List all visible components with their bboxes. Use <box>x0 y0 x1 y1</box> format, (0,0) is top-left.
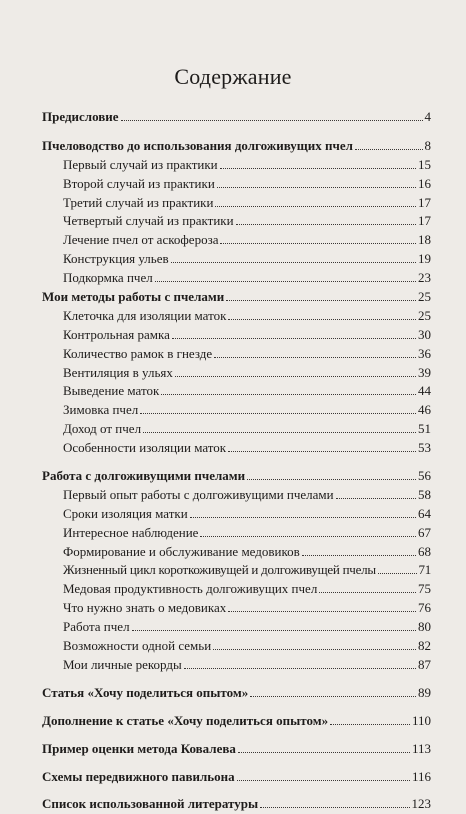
toc-entry-page: 51 <box>418 421 431 437</box>
toc-entry-page: 123 <box>411 796 431 812</box>
toc-entry-page: 4 <box>424 109 431 124</box>
toc-entry-label: Что нужно знать о медовиках <box>63 600 227 616</box>
toc-entry-page: 110 <box>411 712 431 728</box>
toc-entry-label: Пример оценки метода Ковалева <box>42 740 236 756</box>
toc-entry[interactable] <box>42 194 431 213</box>
toc-entry[interactable] <box>42 505 431 524</box>
dot-leader <box>215 206 416 207</box>
toc-entry-label: Вентиляция в ульях <box>63 364 173 380</box>
dot-leader <box>140 413 416 414</box>
toc-entry-label: Первый опыт работы с долгоживущими пчелами <box>63 486 334 502</box>
dot-leader <box>220 243 416 244</box>
toc-entry-label: Мои методы работы с пчелами <box>42 289 225 305</box>
toc-section-pavilion-schemes[interactable] <box>42 768 431 787</box>
dot-leader <box>175 376 416 377</box>
dot-leader <box>214 357 416 358</box>
toc-entry-page: 23 <box>418 270 431 286</box>
toc-entry-page: 82 <box>418 638 431 654</box>
toc-entry-label: Дополнение к статье «Хочу поделиться опытом» <box>42 712 329 728</box>
dot-leader <box>355 149 423 150</box>
toc-entry[interactable] <box>42 420 431 439</box>
toc-entry-page: 75 <box>418 581 431 597</box>
toc-entry-label: Жизненный цикл короткоживущей и долгоживущей пчелы <box>63 562 376 578</box>
toc-section-bibliography[interactable] <box>42 795 431 814</box>
dot-leader <box>237 780 410 781</box>
dot-leader <box>378 573 417 574</box>
toc-entry[interactable] <box>42 618 431 637</box>
toc-entry-label: Зимовка пчел <box>63 402 139 418</box>
toc-entry-label: Контрольная рамка <box>63 326 170 342</box>
toc-entry-label: Конструкция ульев <box>63 251 169 267</box>
toc-entry-label: Медовая продуктивность долгоживущих пчел <box>63 581 318 597</box>
page-title: Содержание <box>174 64 292 89</box>
dot-leader <box>228 611 416 612</box>
toc-entry-page: 18 <box>418 232 431 248</box>
toc-entry-label: Возможности одной семьи <box>63 638 212 654</box>
toc-entry-page: 39 <box>418 364 431 380</box>
toc-entry[interactable] <box>42 250 431 269</box>
toc-entry-page: 58 <box>418 486 431 502</box>
dot-leader <box>121 120 423 121</box>
dot-leader <box>319 592 416 593</box>
toc-entry-page: 36 <box>418 345 431 361</box>
toc-entry[interactable] <box>42 561 431 580</box>
dot-leader <box>190 517 416 518</box>
toc-entry-label: Пчеловодство до использования долгоживущих пчел <box>42 137 353 153</box>
toc-entry-label: Количество рамок в гнезде <box>63 345 213 361</box>
toc-entry-label: Схемы передвижного павильона <box>42 768 235 784</box>
dot-leader <box>260 807 409 808</box>
toc-section-before-longliving[interactable] <box>42 137 431 156</box>
toc-entry-label: Выведение маток <box>63 383 160 399</box>
toc-entry-page: 17 <box>418 194 431 210</box>
toc-entry-page: 46 <box>418 402 431 418</box>
toc-entry[interactable] <box>42 382 431 401</box>
dot-leader <box>172 338 416 339</box>
toc-entry-label: Подкормка пчел <box>63 270 153 286</box>
toc-entry-label: Формирование и обслуживание медовиков <box>63 543 300 559</box>
toc-entry[interactable] <box>42 156 431 175</box>
toc-entry[interactable] <box>42 212 431 231</box>
toc-section-my-methods[interactable] <box>42 288 431 307</box>
toc-entry-page: 68 <box>418 543 431 559</box>
toc-entry[interactable] <box>42 486 431 505</box>
toc-entry-page: 87 <box>418 656 431 672</box>
table-of-contents <box>42 108 431 814</box>
dot-leader <box>143 432 416 433</box>
toc-entry-page: 56 <box>418 468 431 484</box>
toc-entry-label: Интересное наблюдение <box>63 524 199 540</box>
toc-entry-label: Лечение пчел от аскофероза <box>63 232 219 248</box>
dot-leader <box>226 300 416 301</box>
dot-leader <box>228 451 416 452</box>
toc-entry[interactable] <box>42 326 431 345</box>
dot-leader <box>171 262 416 263</box>
toc-entry[interactable] <box>42 231 431 250</box>
toc-entry-page: 64 <box>418 505 431 521</box>
toc-entry-page: 71 <box>418 562 431 578</box>
toc-entry-page: 15 <box>418 156 431 172</box>
toc-entry-page: 116 <box>411 768 431 784</box>
dot-leader <box>132 630 416 631</box>
toc-entry-label: Третий случай из практики <box>63 194 214 210</box>
toc-entry[interactable] <box>42 656 431 675</box>
toc-entry[interactable] <box>42 439 431 458</box>
toc-entry-label: Первый случай из практики <box>63 156 218 172</box>
toc-entry-label: Четвертый случай из практики <box>63 213 234 229</box>
toc-entry[interactable] <box>42 307 431 326</box>
toc-entry-page: 89 <box>418 684 431 700</box>
toc-entry-label: Предисловие <box>42 109 119 124</box>
dot-leader <box>220 168 416 169</box>
dot-leader <box>238 752 410 753</box>
toc-entry[interactable] <box>42 543 431 562</box>
toc-entry-label: Сроки изоляция матки <box>63 505 188 521</box>
toc-entry-page: 8 <box>424 137 431 153</box>
toc-entry-page: 76 <box>418 600 431 616</box>
dot-leader <box>330 724 410 725</box>
toc-entry[interactable] <box>42 524 431 543</box>
toc-entry[interactable] <box>42 599 431 618</box>
toc-entry-label: Мои личные рекорды <box>63 656 182 672</box>
dot-leader <box>236 224 416 225</box>
toc-entry-page: 113 <box>411 740 431 756</box>
toc-entry-label: Работа пчел <box>63 619 130 635</box>
toc-entry-label: Работа с долгоживущими пчелами <box>42 468 246 484</box>
toc-entry-label: Особенности изоляции маток <box>63 440 227 456</box>
dot-leader <box>161 394 416 395</box>
toc-entry-page: 30 <box>418 326 431 342</box>
toc-entry[interactable] <box>42 175 431 194</box>
toc-entry[interactable] <box>42 401 431 420</box>
dot-leader <box>217 187 416 188</box>
dot-leader <box>336 498 416 499</box>
toc-section-kovalev-method[interactable] <box>42 740 431 759</box>
toc-entry[interactable] <box>42 364 431 383</box>
toc-entry-label: Доход от пчел <box>63 421 142 437</box>
toc-entry-page: 67 <box>418 524 431 540</box>
toc-entry[interactable] <box>42 269 431 288</box>
toc-entry[interactable] <box>42 580 431 599</box>
toc-entry-page: 25 <box>418 289 431 305</box>
toc-section-article-addendum[interactable] <box>42 712 431 731</box>
dot-leader <box>302 555 416 556</box>
dot-leader <box>155 281 416 282</box>
toc-entry-label: Список использованной литературы <box>42 796 259 812</box>
toc-entry-page: 19 <box>418 251 431 267</box>
toc-entry[interactable] <box>42 345 431 364</box>
toc-section-longliving-work[interactable] <box>42 467 431 486</box>
toc-entry[interactable] <box>42 637 431 656</box>
dot-leader <box>247 479 416 480</box>
toc-entry-label: Второй случай из практики <box>63 175 215 191</box>
dot-leader <box>228 319 416 320</box>
toc-entry-page: 16 <box>418 175 431 191</box>
dot-leader <box>184 668 416 669</box>
toc-entry-label: Статья «Хочу поделиться опытом» <box>42 684 249 700</box>
dot-leader <box>213 649 416 650</box>
toc-entry-page: 80 <box>418 619 431 635</box>
toc-entry-label: Клеточка для изоляции маток <box>63 307 227 323</box>
toc-entry-page: 53 <box>418 440 431 456</box>
dot-leader <box>200 536 416 537</box>
toc-entry-page: 17 <box>418 213 431 229</box>
toc-entry-page: 25 <box>418 307 431 323</box>
toc-section-article[interactable] <box>42 684 431 703</box>
dot-leader <box>250 696 416 697</box>
toc-entry-page: 44 <box>418 383 431 399</box>
toc-entry-preface[interactable] <box>42 108 431 127</box>
